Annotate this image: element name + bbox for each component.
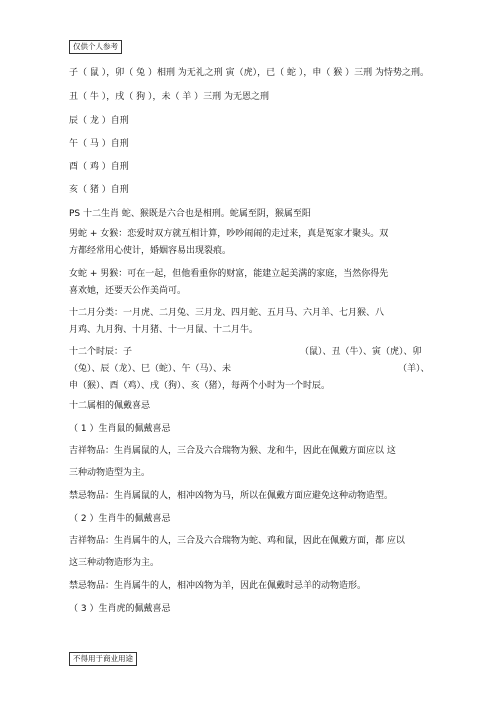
hours-line-1-left: 十二个时辰：子 bbox=[69, 347, 133, 357]
hours-line-2-left: （兔）、辰（龙）、巳（蛇）、午（马）、未 bbox=[69, 364, 232, 374]
text-line: 方都经常用心使计，婚姻容易出现裂痕。 bbox=[69, 246, 232, 256]
text-line: 午（ 马 ）自刑 bbox=[69, 139, 129, 149]
footer-stamp: 不得用于商业用途 bbox=[69, 652, 137, 666]
text-line: 辰（ 龙 ）自刑 bbox=[69, 116, 129, 126]
text-line: 十二月分类：一月虎、二月兔、三月龙、四月蛇、五月马、六月羊、七月猴、八 bbox=[69, 308, 385, 318]
subsection-heading: （ 2 ）生肖牛的佩戴喜忌 bbox=[69, 514, 171, 524]
text-line: 禁忌物品：生肖属牛的人，相冲凶物为羊，因此在佩戴时忌羊的动物造形。 bbox=[69, 581, 367, 591]
section-heading: 十二属相的佩戴喜忌 bbox=[69, 401, 151, 411]
subsection-heading: （ 1 ）生肖鼠的佩戴喜忌 bbox=[69, 424, 171, 434]
text-line: 酉（ 鸡 ）自刑 bbox=[69, 162, 129, 172]
text-line: 这三种动物造形为主。 bbox=[69, 558, 160, 568]
text-line: 丑（ 牛 ），戌（ 狗 ），未（ 羊 ）三刑 为无恩之刑 bbox=[69, 92, 270, 102]
subsection-heading: （ 3 ）生肖虎的佩戴喜忌 bbox=[69, 604, 171, 614]
text-line: PS 十二生肖 蛇、猴既是六合也是相刑。蛇属至阴，猴属至阳 bbox=[69, 209, 311, 219]
text-line: 亥（ 猪 ）自刑 bbox=[69, 185, 129, 195]
text-line: 禁忌物品：生肖属鼠的人，相冲凶物为马，所以在佩戴方面应避免这种动物造型。 bbox=[69, 491, 394, 501]
text-line: 子（ 鼠 ），卯（ 兔 ）相刑 为无礼之刑 寅（虎），已（ 蛇 ），申（ 猴 ）三刑 为恃势之刑。 bbox=[69, 68, 429, 78]
hours-line-2-right: （羊）、 bbox=[398, 364, 430, 374]
text-line: 女蛇 + 男猴：可在一起，但他看重你的财富，能建立起美满的家庭，当然你得先 bbox=[69, 269, 389, 279]
text-line: 三种动物造型为主。 bbox=[69, 468, 151, 478]
header-stamp: 仅供个人参考 bbox=[69, 40, 122, 54]
text-line: 吉祥物品：生肖属牛的人，三合及六合瑞物为蛇、鸡和鼠，因此在佩戴方面，都 应以 bbox=[69, 536, 405, 546]
hours-line-1-right: （鼠）、丑（牛）、寅（虎）、卯 bbox=[300, 347, 422, 357]
text-line: 喜欢她，还要天公作美尚可。 bbox=[69, 286, 187, 296]
hours-line-3: 申（猴）、酉（鸡）、戌（狗）、亥（猪），每两个小时为一个时辰。 bbox=[69, 381, 331, 391]
text-line: 月鸡、九月狗、十月猪、十一月鼠、十二月牛。 bbox=[69, 325, 259, 335]
text-line: 男蛇 + 女猴：恋爱时双方就互相计算，吵吵闹闹的走过来，真是冤家才聚头。双 bbox=[69, 229, 389, 239]
text-line: 吉祥物品：生肖属鼠的人，三合及六合瑞物为猴、龙和牛，因此在佩戴方面应以 这 bbox=[69, 446, 396, 456]
